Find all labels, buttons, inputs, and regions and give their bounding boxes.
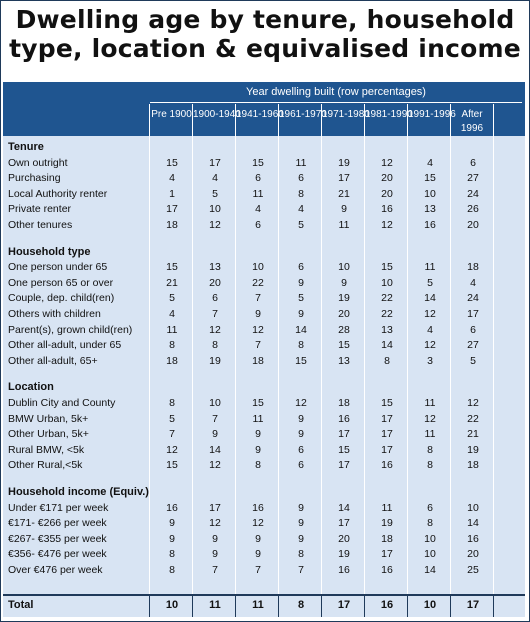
- table-cell: 8: [169, 339, 175, 352]
- table-cell: 7: [255, 564, 261, 576]
- row-label: €267- €355 per week: [8, 532, 107, 545]
- table-cell: 22: [252, 276, 264, 289]
- table-cell: 7: [169, 428, 175, 441]
- table-cell: 11: [424, 397, 436, 409]
- table-cell: 11: [252, 187, 264, 200]
- table-cell: 14: [424, 292, 436, 305]
- table-cell: 6: [298, 443, 304, 456]
- table-cell: 18: [166, 219, 178, 231]
- table-cell: 5: [169, 412, 175, 425]
- column-divider: [321, 594, 322, 617]
- table-cell: 9: [298, 276, 304, 289]
- column-divider: [493, 104, 494, 136]
- column-divider: [407, 594, 408, 617]
- table-cell: 14: [467, 517, 479, 530]
- table-cell: 9: [169, 532, 175, 545]
- total-cell: 17: [466, 599, 480, 611]
- table-cell: 13: [381, 323, 393, 336]
- table-cell: 8: [384, 354, 390, 367]
- table-cell: 19: [338, 292, 350, 305]
- table-cell: 14: [338, 501, 350, 514]
- table-cell: 20: [381, 172, 393, 185]
- table-cell: 11: [166, 323, 178, 336]
- row-label: Private renter: [8, 203, 72, 216]
- row-label: Other Urban, 5k+: [8, 428, 89, 441]
- table-cell: 6: [427, 501, 433, 514]
- header-underline: [150, 102, 522, 103]
- table-cell: 15: [166, 459, 178, 472]
- table-cell: 4: [470, 276, 476, 289]
- table-cell: 16: [424, 219, 436, 231]
- table-cell: 6: [298, 261, 304, 274]
- table-cell: 16: [381, 459, 393, 472]
- table-cell: 10: [424, 532, 436, 545]
- table-cell: 7: [255, 292, 261, 305]
- table-cell: 11: [252, 412, 264, 425]
- column-divider: [450, 136, 451, 594]
- table-cell: 13: [424, 203, 436, 216]
- column-divider: [364, 136, 365, 594]
- table-cell: 8: [212, 339, 218, 352]
- table-cell: 6: [298, 459, 304, 472]
- table-cell: 9: [255, 308, 261, 320]
- column-header: 1991-1996: [408, 109, 456, 120]
- table-cell: 11: [424, 428, 436, 441]
- table-cell: 5: [298, 292, 304, 305]
- table-cell: 6: [298, 172, 304, 185]
- table-cell: 26: [467, 203, 479, 216]
- row-label: Purchasing: [8, 172, 61, 185]
- table-cell: 5: [298, 219, 304, 231]
- row-label: Dublin City and County: [8, 397, 116, 409]
- table-cell: 19: [381, 517, 393, 530]
- column-divider: [321, 136, 322, 594]
- table-cell: 8: [169, 548, 175, 561]
- table-cell: 9: [255, 443, 261, 456]
- table-cell: 20: [467, 219, 479, 231]
- table-cell: 6: [212, 292, 218, 305]
- table-cell: 8: [427, 459, 433, 472]
- table-cell: 9: [298, 428, 304, 441]
- table-cell: 3: [427, 354, 433, 367]
- table-cell: 6: [470, 323, 476, 336]
- row-label: Couple, dep. child(ren): [8, 292, 115, 305]
- column-header: 1941-1960: [236, 109, 284, 120]
- row-label: Under €171 per week: [8, 501, 109, 514]
- table-cell: 12: [252, 323, 264, 336]
- section-title: Household income (Equiv.): [8, 486, 149, 498]
- table-cell: 18: [252, 354, 264, 367]
- table-cell: 11: [338, 219, 350, 231]
- column-divider: [493, 594, 494, 617]
- table-cell: 17: [381, 428, 393, 441]
- row-label: Others with children: [8, 308, 101, 320]
- table-cell: 19: [338, 156, 350, 169]
- total-cell: 10: [165, 599, 179, 611]
- table-cell: 9: [212, 428, 218, 441]
- table-cell: 28: [338, 323, 350, 336]
- section-title: Household type: [8, 245, 91, 258]
- table-cell: 7: [212, 308, 218, 320]
- table-cell: 9: [341, 276, 347, 289]
- table-cell: 11: [295, 156, 307, 169]
- column-header: Pre 1900: [151, 109, 192, 120]
- table-cell: 8: [427, 443, 433, 456]
- table-cell: 1: [169, 187, 175, 200]
- table-cell: 7: [255, 339, 261, 352]
- table-cell: 16: [252, 501, 264, 514]
- table-cell: 12: [424, 339, 436, 352]
- table-cell: 17: [338, 459, 350, 472]
- table-cell: 9: [169, 517, 175, 530]
- total-cell: 17: [337, 599, 351, 611]
- row-label: Over €476 per week: [8, 564, 103, 576]
- table-cell: 17: [467, 308, 479, 320]
- table-cell: 12: [424, 412, 436, 425]
- table-cell: 4: [212, 172, 218, 185]
- row-label: Other all-adult, 65+: [8, 354, 98, 367]
- table-cell: 4: [427, 156, 433, 169]
- table-cell: 6: [255, 219, 261, 231]
- table-cell: 9: [341, 203, 347, 216]
- table-cell: 16: [381, 564, 393, 576]
- table-cell: 22: [467, 412, 479, 425]
- column-divider: [493, 136, 494, 594]
- table-cell: 17: [209, 501, 221, 514]
- column-divider: [407, 136, 408, 594]
- table-cell: 21: [338, 187, 350, 200]
- row-label: One person under 65: [8, 261, 108, 274]
- table-cell: 10: [381, 276, 393, 289]
- table-cell: 10: [209, 203, 221, 216]
- table-cell: 16: [467, 532, 479, 545]
- table-cell: 14: [209, 443, 221, 456]
- table-cell: 19: [209, 354, 221, 367]
- table-cell: 7: [212, 564, 218, 576]
- column-header: 1971-1980: [322, 109, 370, 120]
- column-header: 1961-1970: [279, 109, 327, 120]
- table-cell: 20: [338, 308, 350, 320]
- column-divider: [364, 594, 365, 617]
- table-cell: 20: [209, 276, 221, 289]
- table-cell: 11: [381, 501, 393, 514]
- table-cell: 9: [298, 501, 304, 514]
- table-cell: 13: [338, 354, 350, 367]
- table-cell: 4: [169, 308, 175, 320]
- table-cell: 13: [209, 261, 221, 274]
- total-label: Total: [8, 599, 34, 611]
- table-cell: 15: [381, 261, 393, 274]
- table-cell: 14: [381, 339, 393, 352]
- table-cell: 15: [166, 261, 178, 274]
- table-cell: 17: [338, 517, 350, 530]
- column-divider: [235, 136, 236, 594]
- table-cell: 15: [338, 339, 350, 352]
- table-cell: 4: [427, 323, 433, 336]
- table-cell: 14: [295, 323, 307, 336]
- column-divider: [192, 594, 193, 617]
- table-cell: 21: [467, 428, 479, 441]
- row-label: Local Authority renter: [8, 187, 108, 200]
- table-cell: 17: [381, 548, 393, 561]
- title-line-1: Dwelling age by tenure, household: [15, 5, 515, 34]
- table-cell: 8: [255, 459, 261, 472]
- table-cell: 5: [470, 354, 476, 367]
- table-cell: 12: [252, 517, 264, 530]
- table-cell: 20: [381, 187, 393, 200]
- table-cell: 18: [338, 397, 350, 409]
- table-cell: 10: [338, 261, 350, 274]
- table-cell: 6: [255, 172, 261, 185]
- row-label: Own outright: [8, 156, 68, 169]
- table-cell: 12: [209, 517, 221, 530]
- column-group-label: Year dwelling built (row percentages): [246, 86, 426, 98]
- row-label: Parent(s), grown child(ren): [8, 323, 133, 336]
- table-cell: 8: [427, 517, 433, 530]
- column-divider: [235, 594, 236, 617]
- section-title: Location: [8, 381, 54, 394]
- table-cell: 27: [467, 339, 479, 352]
- table-cell: 9: [212, 532, 218, 545]
- table-cell: 8: [298, 187, 304, 200]
- table-cell: 10: [424, 187, 436, 200]
- row-label: Other tenures: [8, 219, 73, 231]
- table-cell: 22: [381, 292, 393, 305]
- table-cell: 24: [467, 292, 479, 305]
- row-label: €356- €476 per week: [8, 548, 107, 561]
- table-cell: 24: [467, 187, 479, 200]
- table-cell: 10: [424, 548, 436, 561]
- row-label: Other Rural,<5k: [8, 459, 83, 472]
- table-cell: 12: [209, 459, 221, 472]
- table-cell: 7: [212, 412, 218, 425]
- table-cell: 18: [467, 261, 479, 274]
- table-cell: 9: [212, 548, 218, 561]
- column-divider: [192, 136, 193, 594]
- section-title: Tenure: [8, 141, 44, 153]
- table-cell: 12: [166, 443, 178, 456]
- table-cell: 18: [467, 459, 479, 472]
- column-divider: [278, 594, 279, 617]
- table-cell: 15: [252, 156, 264, 169]
- table-cell: 8: [298, 339, 304, 352]
- table-cell: 8: [169, 397, 175, 409]
- table-cell: 9: [255, 428, 261, 441]
- table-cell: 18: [381, 532, 393, 545]
- table-cell: 19: [467, 443, 479, 456]
- table-cell: 14: [424, 564, 436, 576]
- table-cell: 22: [381, 308, 393, 320]
- column-divider: [278, 136, 279, 594]
- table-cell: 27: [467, 172, 479, 185]
- table-cell: 16: [338, 564, 350, 576]
- table-cell: 4: [298, 203, 304, 216]
- table-cell: 5: [427, 276, 433, 289]
- table-cell: 16: [166, 501, 178, 514]
- table-cell: 12: [209, 323, 221, 336]
- table-cell: 15: [338, 443, 350, 456]
- table-cell: 10: [467, 501, 479, 514]
- row-label: €171- €266 per week: [8, 517, 107, 530]
- column-header: 1900-1940: [193, 109, 241, 120]
- table-cell: 15: [295, 354, 307, 367]
- title-line-2: type, location & equivalised income: [9, 34, 521, 63]
- table-cell: 17: [381, 412, 393, 425]
- table-cell: 17: [338, 172, 350, 185]
- row-label: BMW Urban, 5k+: [8, 412, 89, 425]
- table-cell: 4: [255, 203, 261, 216]
- table-cell: 20: [338, 532, 350, 545]
- table-cell: 15: [252, 397, 264, 409]
- table-cell: 16: [338, 412, 350, 425]
- table-cell: 12: [209, 219, 221, 231]
- table-cell: 8: [169, 564, 175, 576]
- column-header: After 1996: [460, 109, 484, 134]
- table-cell: 10: [252, 261, 264, 274]
- row-label: Rural BMW, <5k: [8, 443, 85, 456]
- table-cell: 18: [166, 354, 178, 367]
- total-cell: 11: [252, 599, 264, 611]
- table-cell: 25: [467, 564, 479, 576]
- total-cell: 11: [209, 599, 221, 611]
- table-cell: 9: [255, 532, 261, 545]
- table-cell: 12: [381, 156, 393, 169]
- table-cell: 12: [467, 397, 479, 409]
- table-cell: 9: [255, 548, 261, 561]
- table-cell: 15: [381, 397, 393, 409]
- table-cell: 19: [338, 548, 350, 561]
- table-cell: 17: [381, 443, 393, 456]
- table-cell: 11: [424, 261, 436, 274]
- table-cell: 12: [381, 219, 393, 231]
- table-cell: 9: [298, 532, 304, 545]
- column-divider: [149, 136, 150, 594]
- table-cell: 10: [209, 397, 221, 409]
- table-cell: 20: [467, 548, 479, 561]
- total-cell: 10: [423, 599, 437, 611]
- total-cell: 16: [380, 599, 394, 611]
- total-cell: 8: [297, 599, 305, 611]
- column-divider: [450, 594, 451, 617]
- table-cell: 8: [298, 548, 304, 561]
- table-cell: 12: [424, 308, 436, 320]
- table-cell: 21: [166, 276, 178, 289]
- table-cell: 9: [298, 412, 304, 425]
- table-cell: 12: [295, 397, 307, 409]
- column-header: 1981-1990: [365, 109, 413, 120]
- table-cell: 17: [166, 203, 178, 216]
- table-cell: 9: [298, 308, 304, 320]
- row-label: One person 65 or over: [8, 276, 114, 289]
- table-cell: 17: [338, 428, 350, 441]
- column-divider: [149, 594, 150, 617]
- table-cell: 5: [169, 292, 175, 305]
- row-label: Other all-adult, under 65: [8, 339, 122, 352]
- table-cell: 5: [212, 187, 218, 200]
- figure-title: [1, 5, 529, 63]
- table-cell: 15: [424, 172, 436, 185]
- table-cell: 7: [298, 564, 304, 576]
- table-cell: 9: [298, 517, 304, 530]
- table-cell: 15: [166, 156, 178, 169]
- table-cell: 4: [169, 172, 175, 185]
- table-cell: 16: [381, 203, 393, 216]
- table-cell: 6: [470, 156, 476, 169]
- table-cell: 17: [209, 156, 221, 169]
